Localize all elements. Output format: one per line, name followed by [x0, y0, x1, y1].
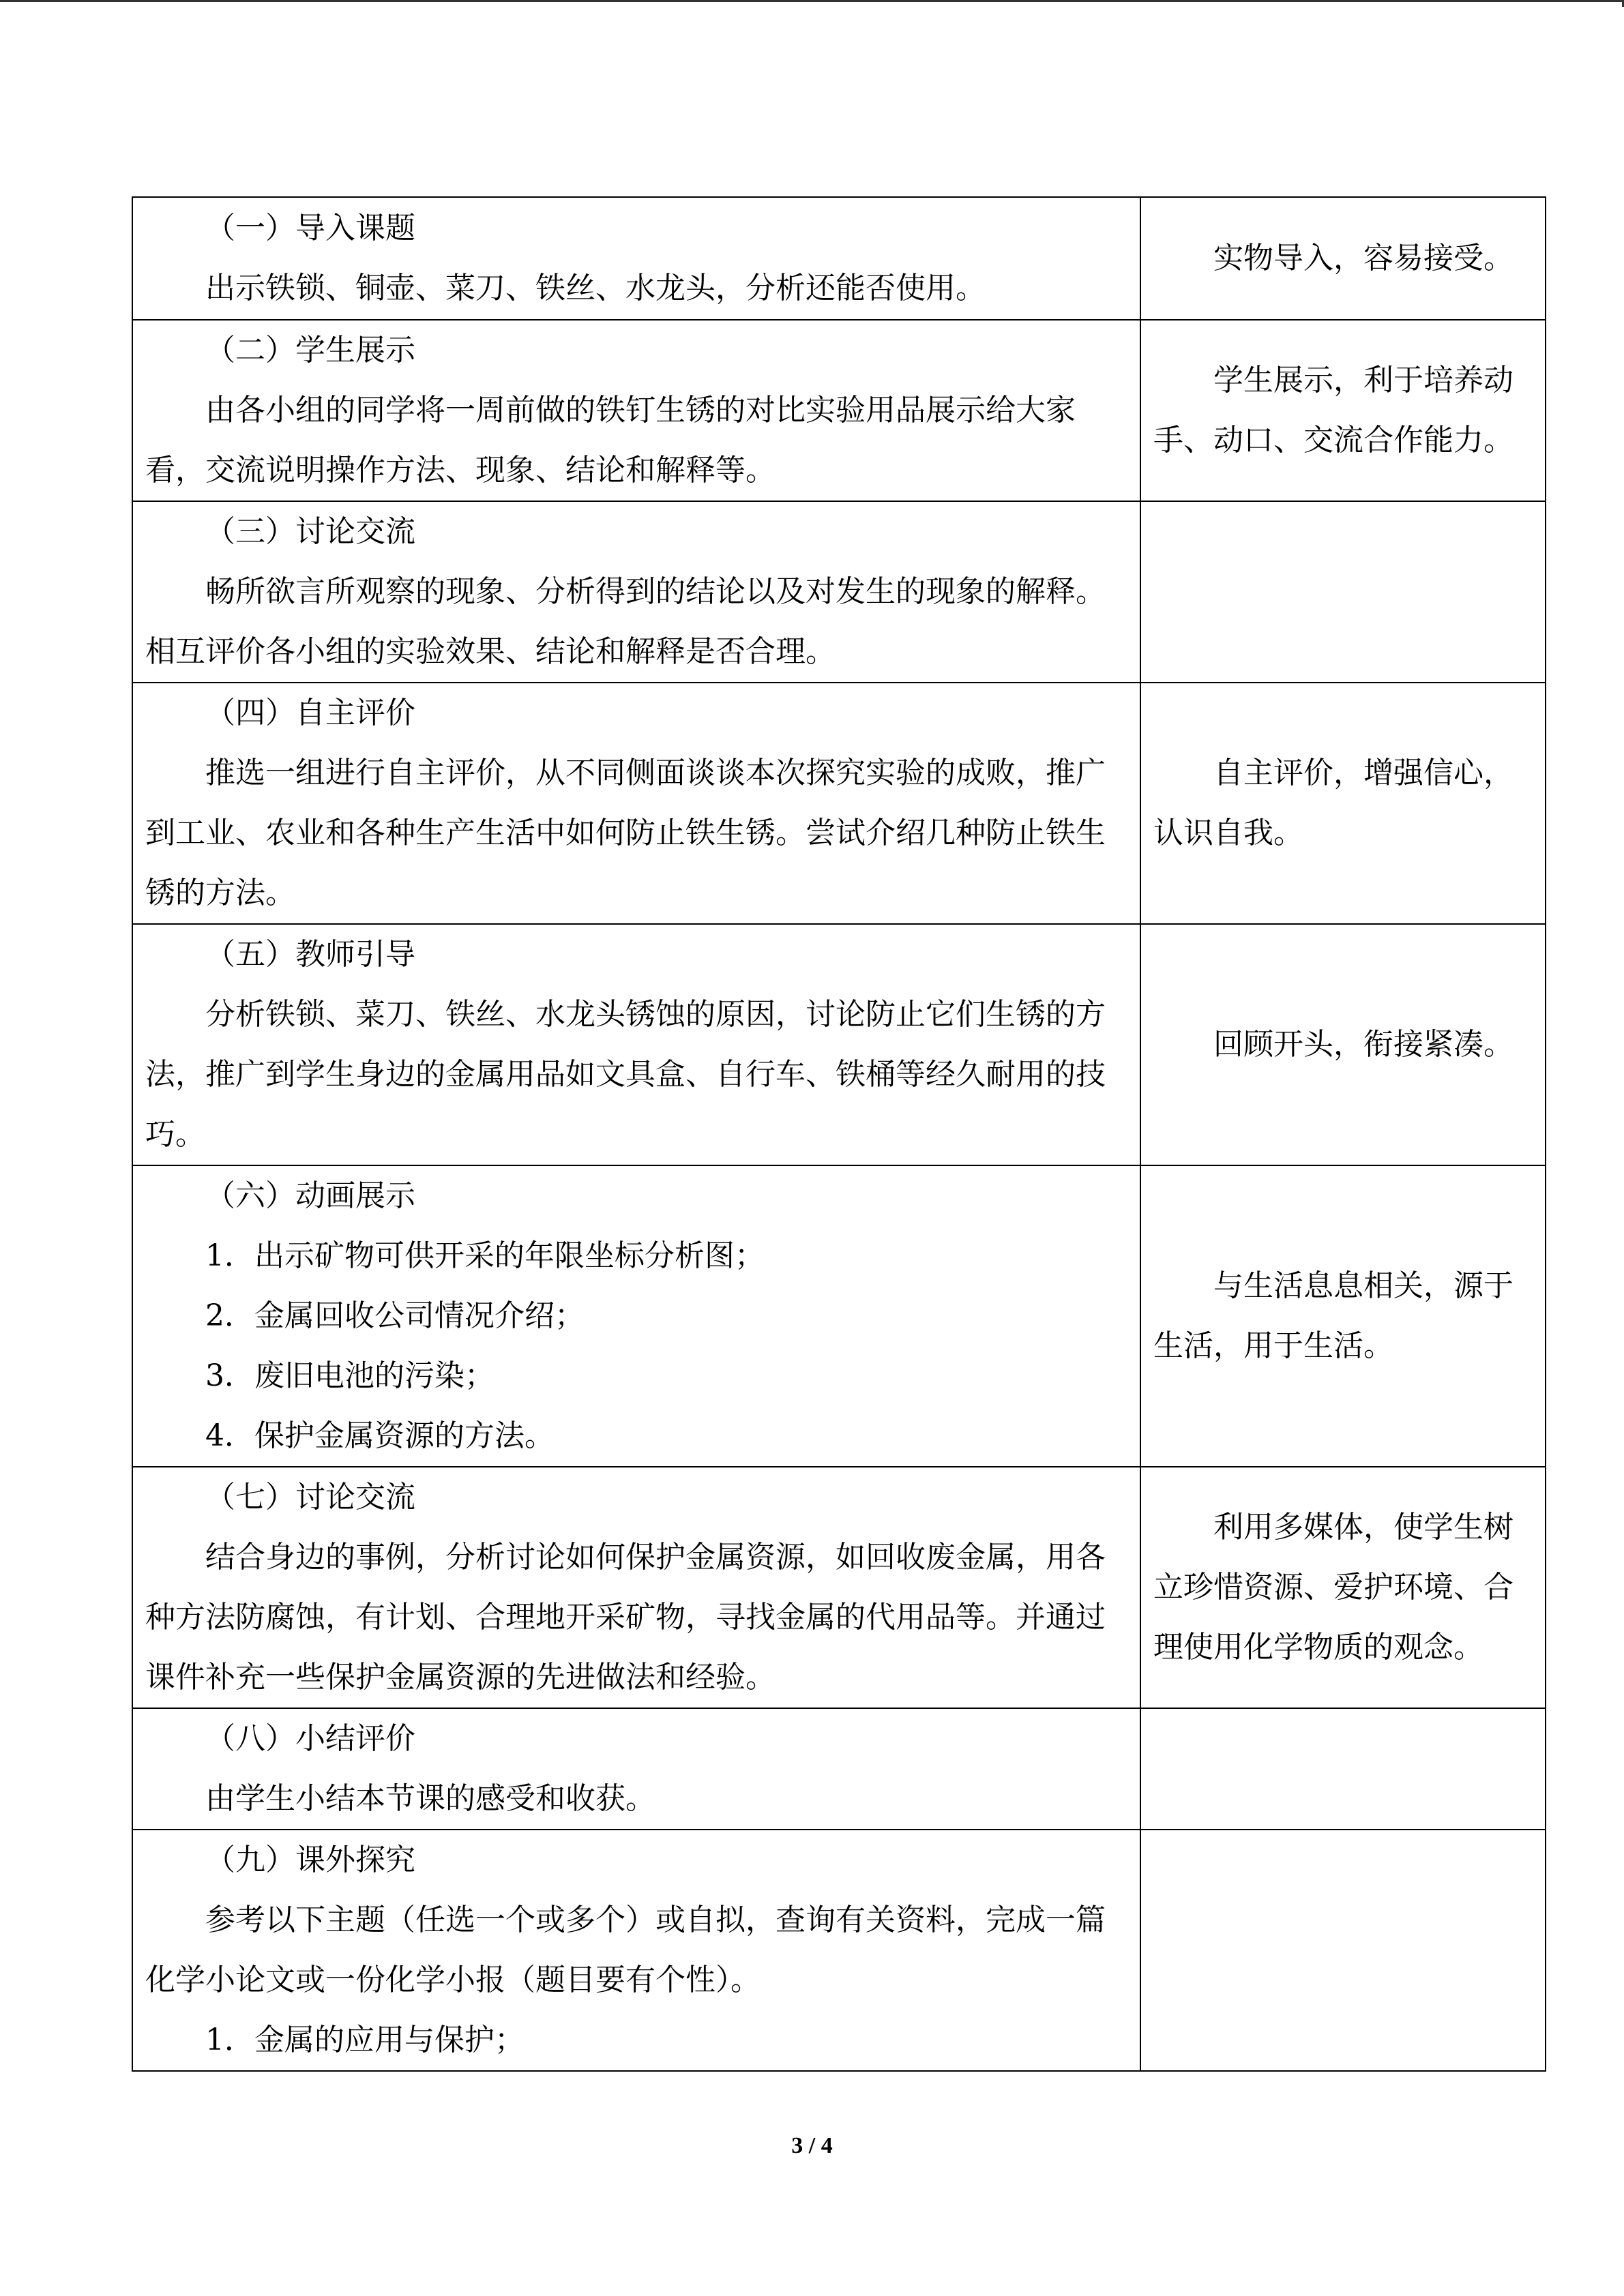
activity-cell: [132, 1830, 1140, 2071]
table-row: [132, 1830, 1546, 2071]
step-description: 推选一组进行自主评价，从不同侧面谈谈本次探究实验的成败，推广到工业、农业和各种生产生活中如何防止铁生锈。尝试介绍几种防止铁生锈的方法。: [145, 756, 1106, 910]
design-intent: 利用多媒体，使学生树立珍惜资源、爱护环境、合理使用化学物质的观念。: [1153, 1510, 1514, 1665]
step-heading: （七）讨论交流: [205, 1480, 415, 1515]
activity-cell: [132, 501, 1140, 683]
table-row: [132, 320, 1546, 501]
table-row: [132, 197, 1546, 320]
intent-cell: [1140, 320, 1546, 501]
list-item: 2．金属回收公司情况介绍；: [205, 1298, 585, 1333]
activity-cell: [132, 320, 1140, 501]
design-intent: 与生活息息相关，源于生活，用于生活。: [1153, 1268, 1514, 1363]
activity-cell: [132, 1708, 1140, 1830]
intent-cell: [1140, 1165, 1546, 1467]
table-row: [132, 1165, 1546, 1467]
table-row: [132, 501, 1546, 683]
activity-cell: [132, 1467, 1140, 1708]
step-description: 畅所欲言所观察的现象、分析得到的结论以及对发生的现象的解释。相互评价各小组的实验效果、结论和解释是否合理。: [145, 574, 1106, 669]
step-description: 由学生小结本节课的感受和收获。: [205, 1781, 655, 1816]
page-number: 3 / 4: [791, 2133, 833, 2158]
list-item: 4．保护金属资源的方法。: [205, 1418, 555, 1453]
step-heading: （三）讨论交流: [205, 514, 415, 549]
table-row: [132, 1467, 1546, 1708]
step-description: 由各小组的同学将一周前做的铁钉生锈的对比实验用品展示给大家看，交流说明操作方法、现象、结论和解释等。: [145, 393, 1076, 488]
design-intent: 回顾开头，衔接紧凑。: [1213, 1027, 1514, 1062]
activity-cell: [132, 197, 1140, 320]
step-heading: （二）学生展示: [205, 333, 415, 368]
step-description: 结合身边的事例，分析讨论如何保护金属资源，如回收废金属，用各种方法防腐蚀，有计划、合理地开采矿物，寻找金属的代用品等。并通过课件补充一些保护金属资源的先进做法和经验。: [145, 1540, 1106, 1695]
step-description: 出示铁锁、铜壶、菜刀、铁丝、水龙头，分析还能否使用。: [205, 271, 986, 305]
list-item: 1．出示矿物可供开采的年限坐标分析图；: [205, 1238, 765, 1273]
step-heading: （八）小结评价: [205, 1721, 415, 1756]
intent-cell: [1140, 1830, 1546, 2071]
step-heading: （一）导入课题: [205, 211, 415, 245]
activity-cell: [132, 924, 1140, 1165]
design-intent: 学生展示，利于培养动手、动口、交流合作能力。: [1153, 363, 1514, 458]
step-heading: （四）自主评价: [205, 696, 415, 730]
list-item: 1．金属的应用与保护；: [205, 2023, 525, 2057]
intent-cell: [1140, 1708, 1546, 1830]
intent-cell: [1140, 501, 1546, 683]
design-intent: 实物导入，容易接受。: [1213, 241, 1514, 275]
intent-cell: [1140, 1467, 1546, 1708]
intent-cell: [1140, 924, 1546, 1165]
intent-cell: [1140, 197, 1546, 320]
design-intent: 自主评价，增强信心，认识自我。: [1153, 756, 1514, 850]
page-top-border: [0, 0, 1624, 2]
lesson-plan-table: [132, 196, 1546, 2072]
step-description: 参考以下主题（任选一个或多个）或自拟，查询有关资料，完成一篇化学小论文或一份化学小报（题目要有个性）。: [145, 1903, 1106, 1997]
list-item: 3．废旧电池的污染；: [205, 1358, 494, 1393]
intent-cell: [1140, 683, 1546, 924]
step-heading: （九）课外探究: [205, 1843, 415, 1877]
step-description: 分析铁锁、菜刀、铁丝、水龙头锈蚀的原因，讨论防止它们生锈的方法，推广到学生身边的金属用品如文具盒、自行车、铁桶等经久耐用的技巧。: [145, 997, 1106, 1152]
activity-cell: [132, 683, 1140, 924]
table-row: [132, 683, 1546, 924]
step-heading: （五）教师引导: [205, 937, 415, 972]
table-row: [132, 924, 1546, 1165]
step-heading: （六）动画展示: [205, 1178, 415, 1213]
activity-cell: [132, 1165, 1140, 1467]
table-row: [132, 1708, 1546, 1830]
